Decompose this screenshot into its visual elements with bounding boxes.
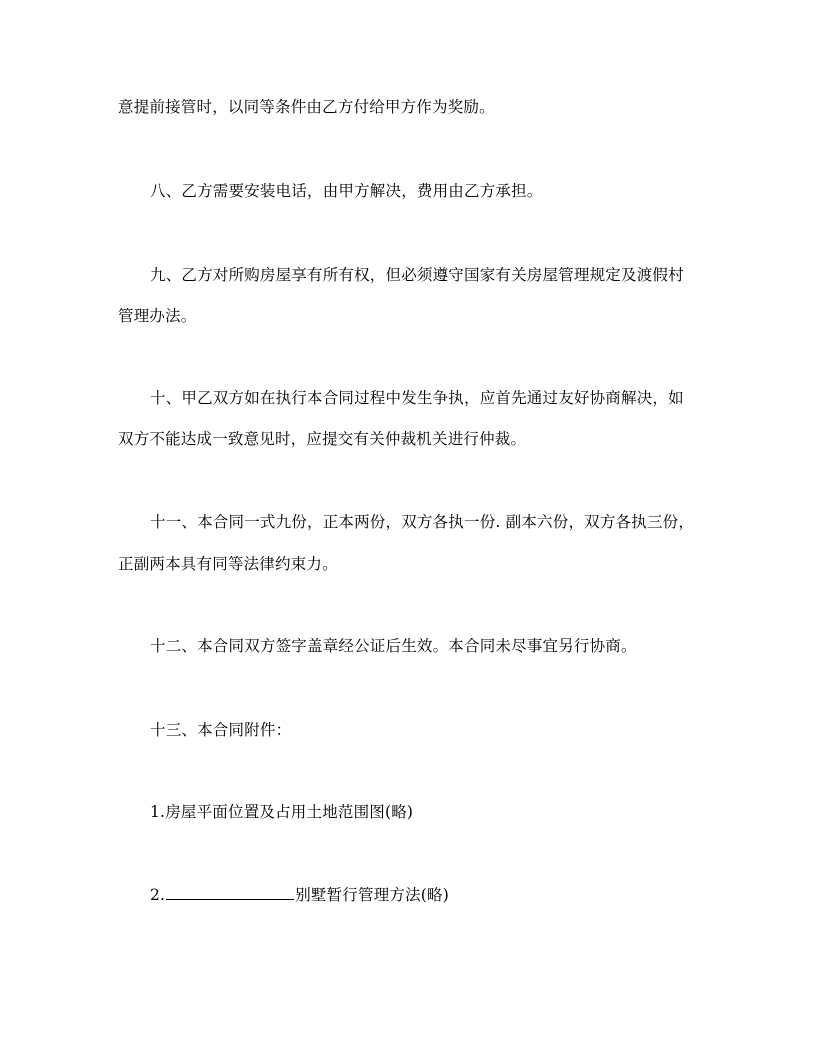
clause-13-attachments-heading: 十三、本合同附件： (150, 721, 292, 739)
paragraph-continuation-reward: 意提前接管时，以同等条件由乙方付给甲方作为奖励。 (118, 98, 495, 116)
attachment-1-floor-plan: 1.房屋平面位置及占用土地范围图(略) (150, 803, 414, 821)
attachment-2-management-rules (150, 885, 449, 905)
clause-10-dispute-line-1: 十、甲乙双方如在执行本合同过程中发生争执，应首先通过友好协商解决，如 (150, 389, 684, 407)
attachment-2-number: 2. (150, 886, 166, 904)
attachment-2-text: 别墅暂行管理方法(略) (295, 886, 449, 904)
clause-9-ownership-line-1: 九、乙方对所购房屋享有所有权，但必须遵守国家有关房屋管理规定及渡假村 (150, 266, 684, 284)
clause-9-ownership-line-2: 管理办法。 (118, 307, 197, 325)
clause-11-copies-line-2: 正副两本具有同等法律约束力。 (118, 555, 338, 573)
clause-10-dispute-line-2: 双方不能达成一致意见时，应提交有关仲裁机关进行仲裁。 (118, 430, 527, 448)
fill-in-blank-underline[interactable] (166, 885, 294, 900)
clause-11-copies-line-1: 十一、本合同一式九份，正本两份，双方各执一份. 副本六份，双方各执三份， (150, 513, 695, 531)
clause-8-telephone: 八、乙方需要安装电话，由甲方解决，费用由乙方承担。 (150, 182, 543, 200)
clause-12-effective: 十二、本合同双方签字盖章经公证后生效。本合同未尽事宜另行协商。 (150, 637, 637, 655)
